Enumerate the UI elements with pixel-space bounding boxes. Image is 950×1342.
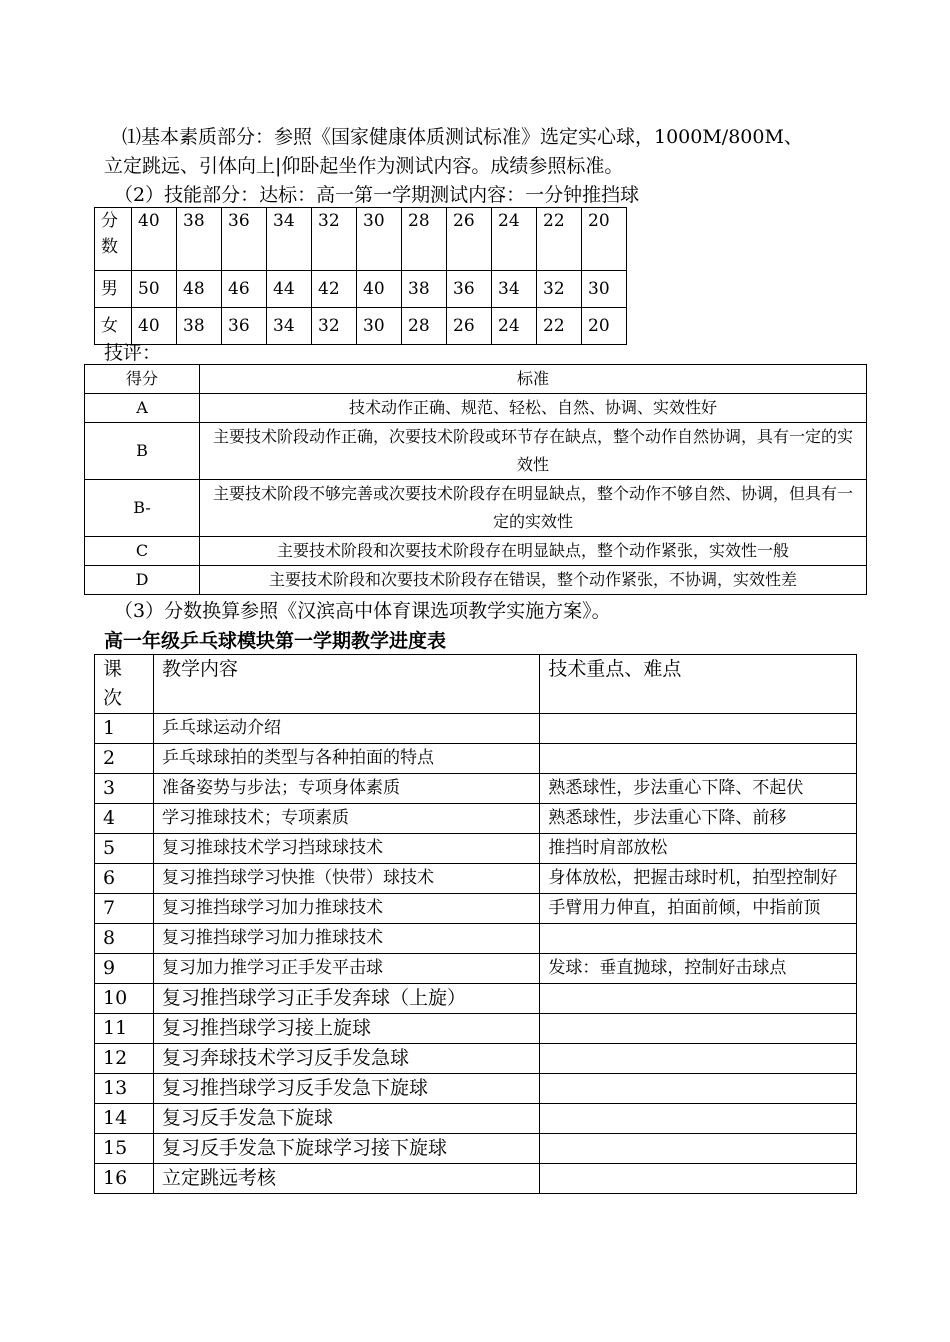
score-cell: 34 <box>492 271 537 308</box>
score-cell: 20 <box>582 308 627 345</box>
schedule-header-number: 课 次 <box>95 655 154 714</box>
score-cell: 38 <box>177 208 222 271</box>
schedule-number: 15 <box>95 1134 154 1164</box>
score-cell: 32 <box>537 271 582 308</box>
schedule-row <box>95 1134 857 1164</box>
tech-row <box>85 537 867 566</box>
score-cell: 30 <box>357 308 402 345</box>
tech-grade: B- <box>85 480 200 537</box>
schedule-content: 复习推挡球学习正手发奔球（上旋） <box>153 984 539 1014</box>
score-cell: 26 <box>447 308 492 345</box>
schedule-content: 立定跳远考核 <box>153 1164 539 1194</box>
schedule-key <box>540 1014 857 1044</box>
schedule-row <box>95 924 857 954</box>
schedule-number: 1 <box>95 714 154 744</box>
schedule-number: 9 <box>95 954 154 984</box>
schedule-key: 熟悉球性，步法重心下降、前移 <box>540 804 857 834</box>
tech-grade: D <box>85 566 200 595</box>
schedule-content: 复习推挡球学习加力推球技术 <box>153 894 539 924</box>
intro-p2: （2）技能部分：达标：高一第一学期测试内容：一分钟推挡球 <box>114 184 640 206</box>
schedule-content: 复习反手发急下旋球 <box>153 1104 539 1134</box>
schedule-row <box>95 894 857 924</box>
schedule-table <box>94 654 857 1194</box>
schedule-key <box>540 714 857 744</box>
schedule-key: 熟悉球性，步法重心下降、不起伏 <box>540 774 857 804</box>
intro-p1-line2: 立定跳远、引体向上|仰卧起坐作为测试内容。成绩参照标准。 <box>104 155 624 177</box>
score-cell: 42 <box>312 271 357 308</box>
score-row-label: 分 数 <box>95 208 132 271</box>
score-cell: 36 <box>447 271 492 308</box>
score-cell: 36 <box>222 208 267 271</box>
schedule-row <box>95 1074 857 1104</box>
schedule-header-content: 教学内容 <box>153 655 539 714</box>
schedule-key <box>540 1164 857 1194</box>
tech-standard: 主要技术阶段和次要技术阶段存在错误，整个动作紧张，不协调，实效性差 <box>200 566 867 595</box>
score-cell: 26 <box>447 208 492 271</box>
score-cell: 32 <box>312 208 357 271</box>
schedule-number: 7 <box>95 894 154 924</box>
schedule-row <box>95 954 857 984</box>
score-cell: 46 <box>222 271 267 308</box>
tech-standard: 技术动作正确、规范、轻松、自然、协调、实效性好 <box>200 394 867 423</box>
score-cell: 34 <box>267 208 312 271</box>
schedule-number: 6 <box>95 864 154 894</box>
tech-grade: A <box>85 394 200 423</box>
score-cell: 40 <box>132 208 177 271</box>
schedule-row <box>95 984 857 1014</box>
schedule-key <box>540 1134 857 1164</box>
schedule-content: 准备姿势与步法；专项身体素质 <box>153 774 539 804</box>
schedule-number: 4 <box>95 804 154 834</box>
schedule-row <box>95 804 857 834</box>
male-row <box>95 271 627 308</box>
schedule-content: 复习推挡球学习反手发急下旋球 <box>153 1074 539 1104</box>
intro-p1-line1: ⑴基本素质部分：参照《国家健康体质测试标准》选定实心球，1000M/800M、 <box>122 126 803 148</box>
schedule-content: 复习奔球技术学习反手发急球 <box>153 1044 539 1074</box>
schedule-key <box>540 1044 857 1074</box>
schedule-content: 复习推挡球学习加力推球技术 <box>153 924 539 954</box>
tech-standard: 主要技术阶段不够完善或次要技术阶段存在明显缺点，整个动作不够自然、协调，但具有一定的实效性 <box>200 480 867 537</box>
score-cell: 22 <box>537 308 582 345</box>
schedule-header-row <box>95 655 857 714</box>
schedule-row <box>95 1164 857 1194</box>
schedule-row <box>95 774 857 804</box>
score-cell: 22 <box>537 208 582 271</box>
tech-row <box>85 423 867 480</box>
schedule-key <box>540 1104 857 1134</box>
score-row <box>95 208 627 271</box>
score-cell: 36 <box>222 308 267 345</box>
schedule-row <box>95 864 857 894</box>
tech-table <box>84 364 867 595</box>
score-cell: 44 <box>267 271 312 308</box>
score-cell: 28 <box>402 208 447 271</box>
schedule-key: 身体放松，把握击球时机，拍型控制好 <box>540 864 857 894</box>
score-cell: 38 <box>177 308 222 345</box>
schedule-key: 发球：垂直抛球，控制好击球点 <box>540 954 857 984</box>
schedule-key: 推挡时肩部放松 <box>540 834 857 864</box>
score-cell: 30 <box>582 271 627 308</box>
tech-row <box>85 394 867 423</box>
schedule-title: 高一年级乒乓球模块第一学期教学进度表 <box>104 630 447 652</box>
schedule-content: 学习推球技术；专项素质 <box>153 804 539 834</box>
tech-grade: B <box>85 423 200 480</box>
female-row <box>95 308 627 345</box>
schedule-key: 手臂用力伸直，拍面前倾，中指前顶 <box>540 894 857 924</box>
score-cell: 34 <box>267 308 312 345</box>
schedule-key <box>540 924 857 954</box>
score-row-label: 女 <box>95 308 132 345</box>
tech-row <box>85 480 867 537</box>
schedule-number: 11 <box>95 1014 154 1044</box>
score-cell: 40 <box>132 308 177 345</box>
schedule-row <box>95 1014 857 1044</box>
schedule-number: 13 <box>95 1074 154 1104</box>
schedule-number: 12 <box>95 1044 154 1074</box>
schedule-key <box>540 744 857 774</box>
score-cell: 24 <box>492 308 537 345</box>
score-cell: 32 <box>312 308 357 345</box>
schedule-key <box>540 984 857 1014</box>
schedule-number: 8 <box>95 924 154 954</box>
tech-grade: C <box>85 537 200 566</box>
schedule-content: 复习加力推学习正手发平击球 <box>153 954 539 984</box>
score-cell: 38 <box>402 271 447 308</box>
schedule-content: 乒乓球运动介绍 <box>153 714 539 744</box>
schedule-number: 10 <box>95 984 154 1014</box>
schedule-number: 2 <box>95 744 154 774</box>
tech-header-standard: 标准 <box>200 365 867 394</box>
score-cell: 30 <box>357 208 402 271</box>
schedule-content: 复习反手发急下旋球学习接下旋球 <box>153 1134 539 1164</box>
schedule-row <box>95 834 857 864</box>
schedule-number: 3 <box>95 774 154 804</box>
tech-label: 技评： <box>104 342 162 364</box>
schedule-row <box>95 744 857 774</box>
schedule-content: 乒乓球球拍的类型与各种拍面的特点 <box>153 744 539 774</box>
tech-standard: 主要技术阶段和次要技术阶段存在明显缺点，整个动作紧张，实效性一般 <box>200 537 867 566</box>
score-cell: 28 <box>402 308 447 345</box>
tech-standard: 主要技术阶段动作正确，次要技术阶段或环节存在缺点，整个动作自然协调，具有一定的实效性 <box>200 423 867 480</box>
schedule-content: 复习推球技术学习挡球球技术 <box>153 834 539 864</box>
schedule-header-key: 技术重点、难点 <box>540 655 857 714</box>
tech-header-row <box>85 365 867 394</box>
schedule-row <box>95 1104 857 1134</box>
schedule-content: 复习推挡球学习接上旋球 <box>153 1014 539 1044</box>
schedule-key <box>540 1074 857 1104</box>
schedule-number: 5 <box>95 834 154 864</box>
schedule-row <box>95 1044 857 1074</box>
score-cell: 24 <box>492 208 537 271</box>
score-cell: 48 <box>177 271 222 308</box>
schedule-number: 16 <box>95 1164 154 1194</box>
score-cell: 40 <box>357 271 402 308</box>
score-cell: 50 <box>132 271 177 308</box>
p3: （3）分数换算参照《汉滨高中体育课选项教学实施方案》。 <box>114 600 611 622</box>
tech-header-grade: 得分 <box>85 365 200 394</box>
score-row-label: 男 <box>95 271 132 308</box>
tech-row <box>85 566 867 595</box>
score-cell: 20 <box>582 208 627 271</box>
schedule-number: 14 <box>95 1104 154 1134</box>
schedule-row <box>95 714 857 744</box>
score-table <box>94 207 627 345</box>
schedule-content: 复习推挡球学习快推（快带）球技术 <box>153 864 539 894</box>
